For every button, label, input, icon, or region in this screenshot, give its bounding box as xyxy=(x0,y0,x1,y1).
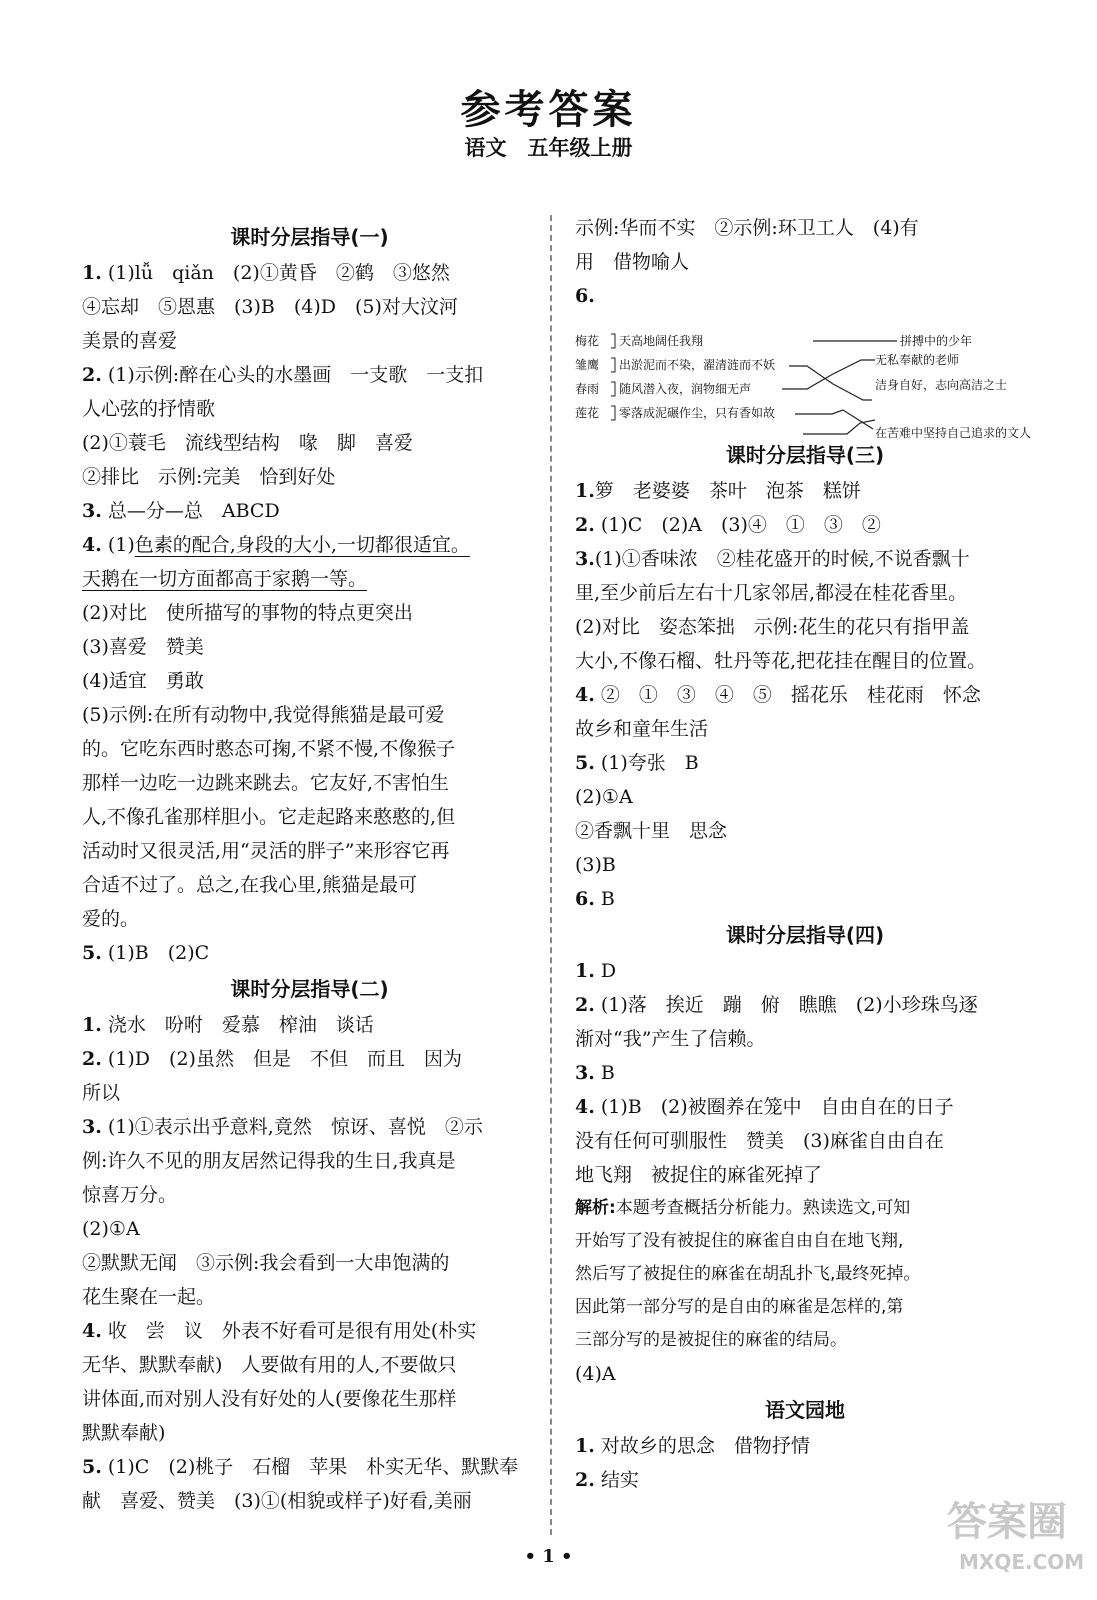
answer-line xyxy=(82,1484,537,1518)
answer-line xyxy=(575,508,1035,542)
match-person: 洁身自好，志向高洁之士 xyxy=(875,378,1008,392)
answer-line xyxy=(82,1314,537,1348)
answer-line xyxy=(82,698,537,732)
section-heading: 语文园地 xyxy=(765,1398,845,1422)
answer-text: 讲体面,而对别人没有好处的人(要像花生那样 xyxy=(82,1388,457,1410)
question-number: 2. xyxy=(82,364,102,386)
answer-text: 本题考查概括分析能力。熟读选文,可知 xyxy=(615,1198,911,1218)
answer-line xyxy=(82,1178,537,1212)
answer-text: (1)①香味浓 ②桂花盛开的时候,不说香飘十 xyxy=(594,548,970,570)
answer-line xyxy=(82,766,537,800)
watermark-text: 答案圈 xyxy=(947,1499,1067,1545)
answer-text: (1)C (2)桃子 石榴 苹果 朴实无华、默默奉 xyxy=(101,1456,519,1478)
answer-text: (1)C (2)A (3)④ ① ③ ② xyxy=(594,514,881,536)
watermark-logo xyxy=(929,1490,1085,1580)
match-flower: 梅花 xyxy=(575,334,600,348)
answer-line xyxy=(575,1022,1035,1056)
question-number: 5. xyxy=(82,942,102,964)
answer-line xyxy=(575,746,1035,780)
section-heading: 课时分层指导(三) xyxy=(725,443,885,467)
section-heading: 课时分层指导(四) xyxy=(725,923,885,947)
answer-text: 无华、默默奉献) 人要做有用的人,不要做只 xyxy=(82,1354,457,1376)
bracket-3 xyxy=(611,382,615,396)
answer-text: 结实 xyxy=(594,1469,639,1491)
answer-text: (1)B (2)C xyxy=(101,942,210,964)
answer-text: (1)夸张 B xyxy=(594,752,699,774)
answer-text: (4)A xyxy=(575,1363,616,1385)
underlined-answer: 色素的配合,身段的大小,一切都很适宜。 xyxy=(134,534,470,556)
section-heading: 课时分层指导(一) xyxy=(230,225,389,249)
answer-text: 然后写了被捉住的麻雀在胡乱扑飞,最终死掉。 xyxy=(575,1264,921,1284)
answer-text: 用 借物喻人 xyxy=(575,251,690,273)
answer-text: 花生聚在一起。 xyxy=(82,1286,216,1308)
answer-text: (2)对比 姿态笨拙 示例:花生的花只有指甲盖 xyxy=(575,616,970,638)
analysis-label: 解析: xyxy=(575,1198,616,1218)
answer-text: (1)示例:醉在心头的水墨画 一支歌 一支扣 xyxy=(101,364,484,386)
answer-text: 总—分—总 ABCD xyxy=(101,500,280,522)
question-number: 2. xyxy=(575,994,595,1016)
answer-line xyxy=(82,324,537,358)
answer-line xyxy=(575,1429,1035,1463)
answer-line xyxy=(575,245,1035,279)
answer-line xyxy=(575,1357,1035,1391)
answer-text: 三部分写的是被捉住的麻雀的结局。 xyxy=(575,1330,847,1350)
match-flower: 莲花 xyxy=(575,406,600,420)
question-number: 2. xyxy=(82,1048,102,1070)
answer-text: (1)lǚ qiǎn (2)①黄昏 ②鹤 ③悠然 xyxy=(101,262,450,284)
answer-text: 箩 老婆婆 茶叶 泡茶 糕饼 xyxy=(594,480,861,502)
question-number: 6. xyxy=(575,285,595,307)
answer-line xyxy=(82,868,537,902)
answer-text: ② ① ③ ④ ⑤ 摇花乐 桂花雨 怀念 xyxy=(594,684,981,706)
answer-line xyxy=(82,1382,537,1416)
answer-text: (2)①蓑毛 流线型结构 喙 脚 喜爱 xyxy=(82,432,413,454)
answer-line xyxy=(82,358,537,392)
answer-text: 因此第一部分写的是自由的麻雀是怎样的,第 xyxy=(575,1297,904,1317)
answer-text: 里,至少前后左右十几家邻居,都浸在桂花香里。 xyxy=(575,582,968,604)
answer-text: B xyxy=(594,1062,615,1084)
question-number: 1. xyxy=(575,480,595,502)
answer-text: 大小,不像石榴、牡丹等花,把花挂在醒目的位置。 xyxy=(575,650,987,672)
answer-line xyxy=(82,494,537,528)
answer-text: 的。它吃东西时憨态可掬,不紧不慢,不像猴子 xyxy=(82,738,456,760)
page-title: 参考答案 xyxy=(460,86,637,133)
analysis-line xyxy=(575,1225,1035,1258)
answer-text: 爱的。 xyxy=(82,908,140,930)
answer-text: 收 尝 议 外表不好看可是很有用处(朴实 xyxy=(101,1320,477,1342)
answer-line xyxy=(575,542,1035,576)
answer-line xyxy=(82,528,537,562)
answer-text: 美景的喜爱 xyxy=(82,330,178,352)
match-flower: 春雨 xyxy=(575,382,600,396)
bracket-1 xyxy=(611,334,615,348)
answer-line xyxy=(82,1280,537,1314)
match-person: 无私奉献的老师 xyxy=(875,353,960,367)
match-phrase: 随风潜入夜，润物细无声 xyxy=(619,382,752,396)
answer-line xyxy=(82,834,537,868)
answer-line xyxy=(82,1416,537,1450)
answer-text: (1)B (2)被圈养在笼中 自由自在的日子 xyxy=(594,1096,954,1118)
answer-line xyxy=(82,562,537,596)
match-phrase: 天高地阔任我翔 xyxy=(619,334,704,348)
match-phrase: 出淤泥而不染，濯清涟而不妖 xyxy=(619,358,776,372)
answer-text: 合适不过了。总之,在我心里,熊猫是最可 xyxy=(82,874,418,896)
question-number: 4. xyxy=(82,534,102,556)
answer-text: (2)对比 使所描写的事物的特点更突出 xyxy=(82,602,413,624)
match-line-5 xyxy=(803,420,875,434)
answer-line xyxy=(82,256,537,290)
answer-text: (1) xyxy=(101,534,135,556)
underlined-answer: 天鹅在一切方面都高于家鹅一等。 xyxy=(82,568,368,590)
answer-line xyxy=(575,814,1035,848)
answer-text: (3)B xyxy=(575,854,616,876)
answer-line xyxy=(575,848,1035,882)
answer-text: (4)适宜 勇敢 xyxy=(82,670,204,692)
answer-text: D xyxy=(594,960,617,982)
answer-line xyxy=(575,678,1035,712)
question-number: 3. xyxy=(575,548,595,570)
answer-line xyxy=(575,279,1035,313)
answer-line xyxy=(575,1090,1035,1124)
answer-line xyxy=(82,936,537,970)
page-number: • 1 • xyxy=(524,1546,573,1567)
answer-text: 例:许久不见的朋友居然记得我的生日,我真是 xyxy=(82,1150,456,1172)
answer-text: ④忘却 ⑤恩惠 (3)B (4)D (5)对大汶河 xyxy=(82,296,458,318)
answer-line xyxy=(82,1008,537,1042)
answer-text: 默默奉献) xyxy=(82,1422,166,1444)
matching-diagram xyxy=(575,326,1035,448)
answer-text: 开始写了没有被捉住的麻雀自由自在地飞翔, xyxy=(575,1231,904,1251)
answer-line xyxy=(575,211,1035,245)
answer-line xyxy=(575,882,1035,916)
answer-line xyxy=(575,780,1035,814)
analysis-line xyxy=(575,1192,1035,1225)
bracket-2 xyxy=(611,358,615,372)
answer-line xyxy=(575,1056,1035,1090)
answer-line xyxy=(82,290,537,324)
answer-text: (1)D (2)虽然 但是 不但 而且 因为 xyxy=(101,1048,462,1070)
answer-text: (2)①A xyxy=(575,786,633,808)
answer-text: ②默默无闻 ③示例:我会看到一大串饱满的 xyxy=(82,1252,450,1274)
answer-line xyxy=(575,1124,1035,1158)
right-column xyxy=(575,436,1035,1497)
answer-line xyxy=(82,664,537,698)
answer-line xyxy=(575,474,1035,508)
answer-line xyxy=(575,988,1035,1022)
answer-line xyxy=(575,576,1035,610)
question-number: 1. xyxy=(575,1435,595,1457)
question-number: 5. xyxy=(575,752,595,774)
answer-text: 没有任何可驯服性 赞美 (3)麻雀自由自在 xyxy=(575,1130,944,1152)
match-line-4 xyxy=(795,410,873,429)
section-heading: 课时分层指导(二) xyxy=(230,977,389,1001)
answer-text: 地飞翔 被捉住的麻雀死掉了 xyxy=(575,1164,823,1186)
analysis-line xyxy=(575,1258,1035,1291)
answer-line xyxy=(82,460,537,494)
answer-line xyxy=(82,426,537,460)
page-subtitle: 语文 五年级上册 xyxy=(464,135,633,160)
answer-line xyxy=(82,732,537,766)
answer-text: 渐对“我”产生了信赖。 xyxy=(575,1028,766,1050)
question-number: 5. xyxy=(82,1456,102,1478)
question-number: 4. xyxy=(575,1096,595,1118)
match-flower: 雏鹰 xyxy=(575,358,600,372)
answer-text: (2)①A xyxy=(82,1218,140,1240)
answer-line xyxy=(575,644,1035,678)
column-divider xyxy=(550,215,552,1535)
answer-text: (1)①表示出乎意料,竟然 惊讶、喜悦 ②示 xyxy=(101,1116,483,1138)
answer-text: 故乡和童年生活 xyxy=(575,718,709,740)
answer-line xyxy=(82,1246,537,1280)
right-column-top xyxy=(575,211,1035,313)
answer-text: 人,不像孔雀那样胆小。它走起路来憨憨的,但 xyxy=(82,806,456,828)
answer-text: ②排比 示例:完美 恰到好处 xyxy=(82,466,336,488)
answer-text: 那样一边吃一边跳来跳去。它友好,不害怕生 xyxy=(82,772,450,794)
question-number: 4. xyxy=(82,1320,102,1342)
answer-text: 所以 xyxy=(82,1082,121,1104)
answer-line xyxy=(575,610,1035,644)
answer-text: 浇水 吩咐 爱慕 榨油 谈话 xyxy=(101,1014,374,1036)
answer-line xyxy=(575,712,1035,746)
answer-text: 献 喜爱、赞美 (3)①(相貌或样子)好看,美丽 xyxy=(82,1490,472,1512)
answer-text: 活动时又很灵活,用“灵活的胖子”来形容它再 xyxy=(82,840,450,862)
answer-text: 示例:华而不实 ②示例:环卫工人 (4)有 xyxy=(575,217,919,239)
question-number: 3. xyxy=(82,1116,102,1138)
answer-text: 对故乡的思念 借物抒情 xyxy=(594,1435,810,1457)
match-line-3 xyxy=(782,360,875,389)
match-phrase: 零落成泥碾作尘，只有香如故 xyxy=(619,406,776,420)
answer-line xyxy=(575,954,1035,988)
answer-line xyxy=(82,630,537,664)
answer-text: (3)喜爱 赞美 xyxy=(82,636,204,658)
match-person: 在苦难中坚持自己追求的文人 xyxy=(875,426,1032,440)
analysis-line xyxy=(575,1291,1035,1324)
question-number: 2. xyxy=(575,1469,595,1491)
answer-line xyxy=(82,1110,537,1144)
match-line-2 xyxy=(789,366,872,400)
watermark-url: MXQE.COM xyxy=(959,1550,1085,1574)
question-number: 3. xyxy=(82,500,102,522)
question-number: 4. xyxy=(575,684,595,706)
answer-line xyxy=(82,392,537,426)
answer-line xyxy=(575,1158,1035,1192)
answer-text: 人心弦的抒情歌 xyxy=(82,398,216,420)
question-number: 3. xyxy=(575,1062,595,1084)
question-number: 1. xyxy=(82,262,102,284)
answer-text: B xyxy=(594,888,615,910)
answer-line xyxy=(82,1450,537,1484)
answer-text: (5)示例:在所有动物中,我觉得熊猫是最可爱 xyxy=(82,704,445,726)
answer-line xyxy=(82,902,537,936)
question-number: 6. xyxy=(575,888,595,910)
match-person: 拼搏中的少年 xyxy=(900,334,973,348)
answer-text: ②香飘十里 思念 xyxy=(575,820,728,842)
answer-line xyxy=(82,1076,537,1110)
answer-line xyxy=(82,1144,537,1178)
left-column xyxy=(82,218,537,1518)
answer-text: (1)落 挨近 蹦 俯 瞧瞧 (2)小珍珠鸟逐 xyxy=(594,994,978,1016)
question-number: 2. xyxy=(575,514,595,536)
question-number: 1. xyxy=(575,960,595,982)
answer-line xyxy=(82,1348,537,1382)
question-number: 1. xyxy=(82,1014,102,1036)
analysis-line xyxy=(575,1324,1035,1357)
answer-text: 惊喜万分。 xyxy=(82,1184,178,1206)
bracket-4 xyxy=(611,406,615,420)
answer-line xyxy=(82,596,537,630)
answer-line xyxy=(82,1212,537,1246)
answer-line xyxy=(82,1042,537,1076)
answer-line xyxy=(82,800,537,834)
